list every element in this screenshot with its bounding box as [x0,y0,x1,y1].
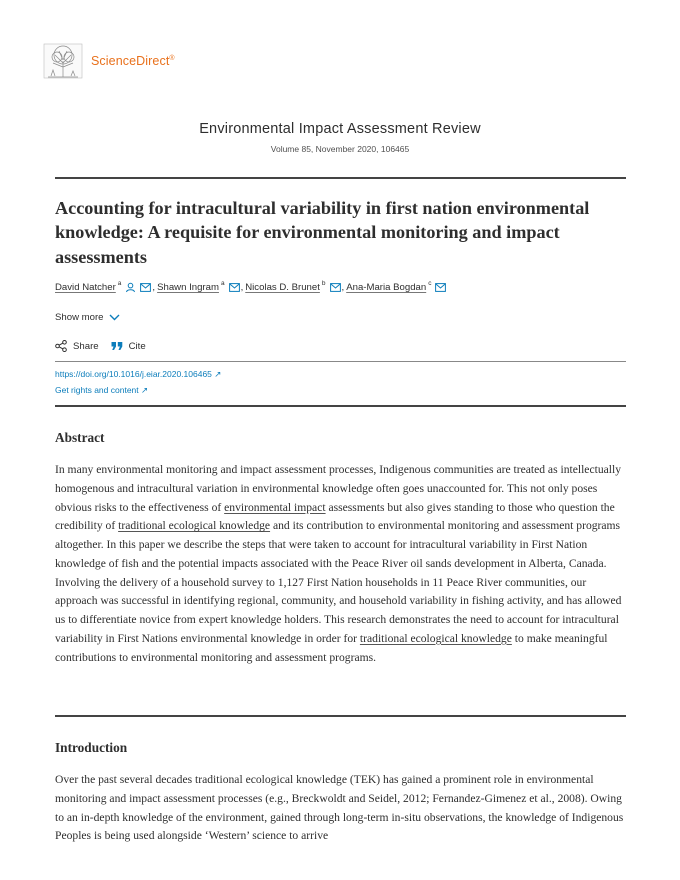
author-name[interactable]: Ana-Maria Bogdan [346,282,427,293]
show-more-button[interactable] [55,312,120,323]
divider [55,361,626,362]
person-icon[interactable] [125,282,136,293]
external-link-icon: ↗ [141,385,149,395]
affiliation-marker: c [428,280,432,287]
author-natcher[interactable] [55,282,151,293]
doi-text: https://doi.org/10.1016/j.eiar.2020.106465 [55,369,212,379]
cite-button[interactable] [111,341,146,352]
envelope-icon[interactable] [229,283,240,292]
quote-icon [111,341,123,351]
author-list [55,282,446,293]
author-name[interactable]: Shawn Ingram [157,282,219,293]
volume-info[interactable]: Volume 85, November 2020, 106465 [270,144,410,154]
link-environmental-impact[interactable]: environmental impact [224,500,326,514]
author-name[interactable]: Nicolas D. Brunet [245,282,320,293]
affiliation-marker: b [321,280,326,287]
envelope-icon[interactable] [140,283,151,292]
author-separator: , [240,282,244,293]
author-ingram[interactable] [157,282,239,293]
link-traditional-ecological-knowledge[interactable]: traditional ecological knowledge [118,519,271,533]
divider [55,177,626,179]
elsevier-tree-logo [43,43,83,79]
share-icon [55,340,67,352]
article-title: Accounting for intracultural variability in first nation environmental knowledge: A requisite for environmental monitoring and impact assessments [55,198,590,267]
affiliation-marker: a [117,280,122,287]
journal-title[interactable]: Environmental Impact Assessment Review [199,121,481,137]
divider [55,405,626,407]
author-brunet[interactable] [245,282,340,293]
link-traditional-ecological-knowledge[interactable]: traditional ecological knowledge [359,631,512,645]
author-name[interactable]: David Natcher [55,282,116,293]
author-bogdan[interactable] [346,282,446,293]
author-separator: , [152,282,156,293]
chevron-down-icon [109,314,120,321]
external-link-icon: ↗ [214,369,222,379]
rights-link[interactable] [55,385,148,396]
author-separator: , [341,282,345,293]
sciencedirect-brand[interactable] [43,43,175,79]
introduction-heading: Introduction [55,740,128,755]
envelope-icon[interactable] [435,283,446,292]
share-label: Share [73,340,99,352]
divider [55,715,626,717]
article-actions [55,340,158,352]
brand-name: ScienceDirect® [91,54,175,68]
cite-label: Cite [128,340,146,352]
doi-link[interactable] [55,369,221,380]
show-more-label: Show more [55,312,104,323]
affiliation-marker: a [220,280,225,287]
rights-text: Get rights and content [55,385,139,395]
introduction-text: Over the past several decades traditional ecological knowledge (TEK) has gained a prominent role in environmental monitoring and impact assessment processes (e.g., Breckwoldt and Seidel, 2012; Fernandez-Gimenez et al., 2008). Owing to an in-depth knowledge of the environment, gained through long-term in-situ observations, the knowledge of Indigenous Peoples is being used alongside ‘Western’ science to arrive [55,773,624,843]
envelope-icon[interactable] [330,283,341,292]
share-button[interactable] [55,340,99,352]
abstract-heading: Abstract [55,430,105,445]
abstract-text: In many environmental monitoring and impact assessment processes, Indigenous communities are treated as intellectually homogenous and intracultural variation in environmental knowledge often goes unaccounted for. This not only poses obvious risks to the effectiveness of environmental impact assessments but also gives standing to those who question the credibility of traditional ecological knowledge and its contribution to environmental monitoring and assessment programs altogether. In this paper we describe the steps that were taken to account for intracultural variability in First Nation knowledge of fish and the potential impacts associated with the Peace River oil sands development in Alberta, Canada. Involving the delivery of a household survey to 1,127 First Nation households in 11 Peace River communities, our approach was successful in identifying regional, community, and household variability in fishing activity, and has allowed us to differentiate novice from expert knowledge holders. This research demonstrates the need to account for intracultural variability in First Nations environmental knowledge in order for traditional ecological knowledge to make meaningful contributions to environmental monitoring and assessment programs. [55,463,622,664]
